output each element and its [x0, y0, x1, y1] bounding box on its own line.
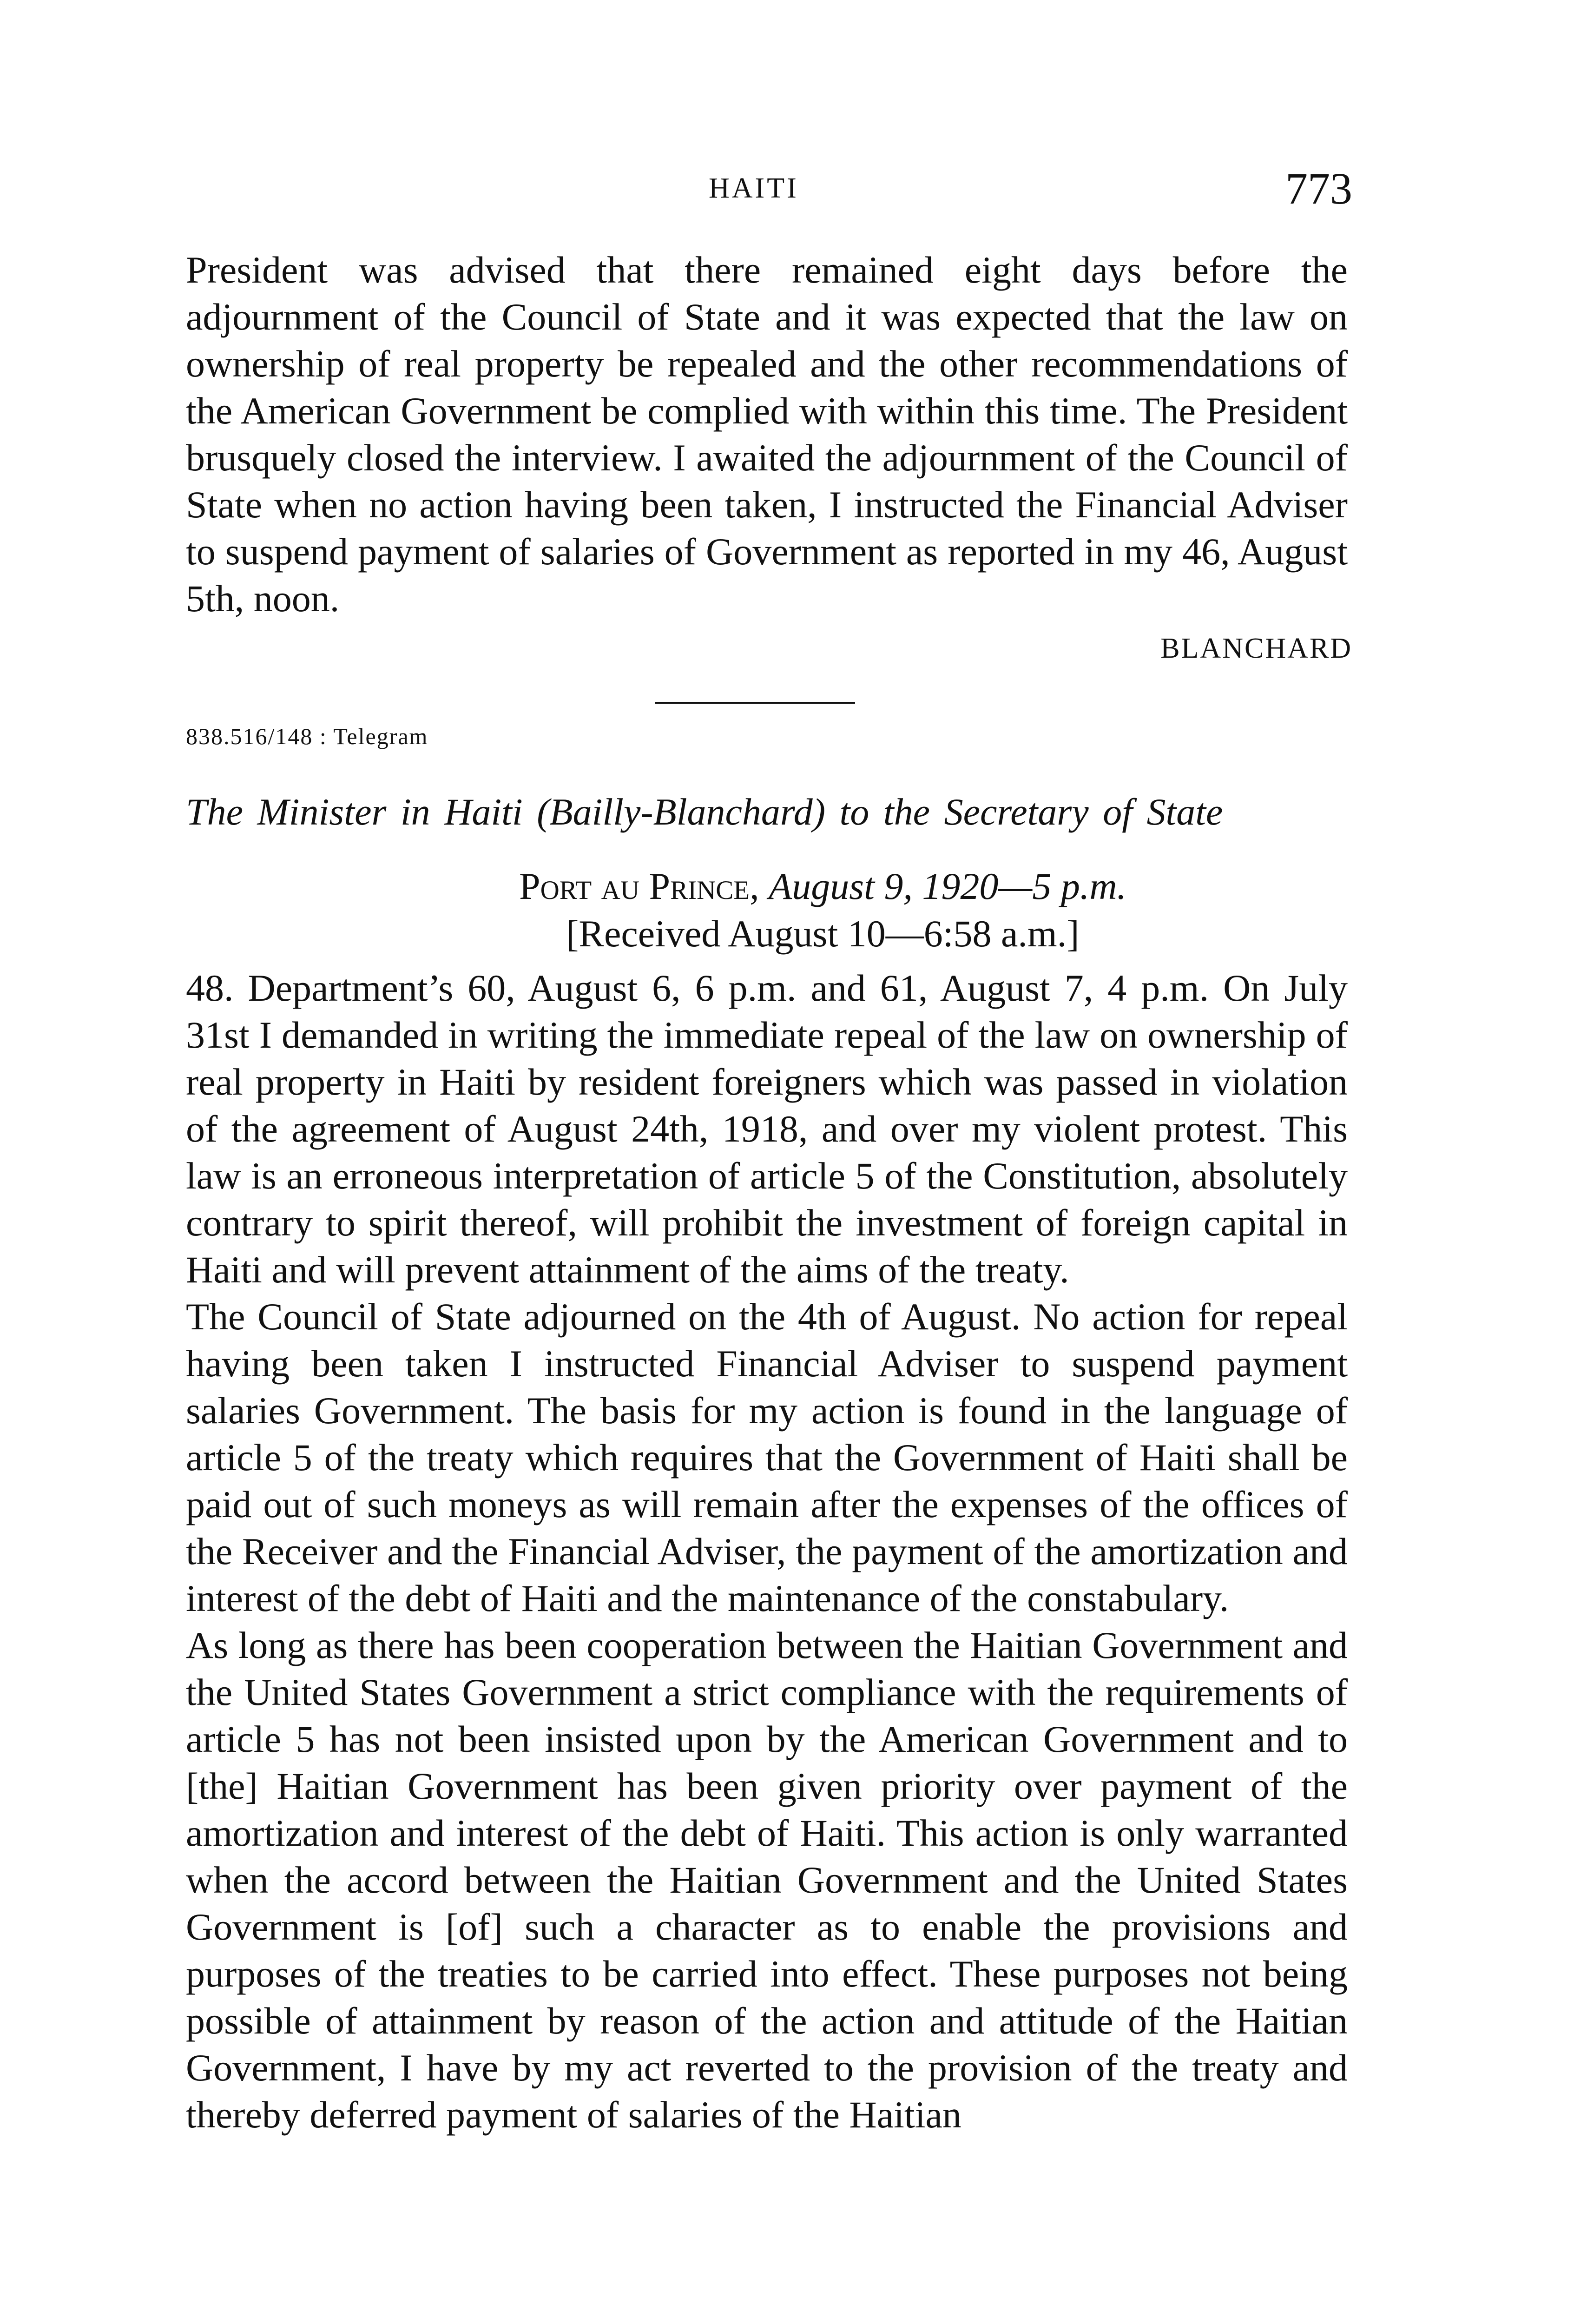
running-head: HAITI	[709, 172, 799, 204]
telegram-body	[186, 964, 1348, 2138]
section-divider	[655, 702, 855, 704]
page-number: 773	[1285, 164, 1352, 213]
signature: BLANCHARD	[1160, 633, 1352, 664]
body-paragraph-1: 48. Department’s 60, August 6, 6 p.m. and 61, August 7, 4 p.m. On July 31st I demanded in writing the immediate repeal of the law on ownership of real property in Haiti by resident foreigners which was passed in violation of the agreement of August 24th, 1918, and over my violent protest. This law is an erroneous interpretation of article 5 of the Constitution, absolutely contrary to spirit thereof, will prohibit the investment of foreign capital in Haiti and will prevent attainment of the aims of the treaty.	[186, 967, 1348, 1291]
continuation-paragraph: President was advised that there remained eight days before the adjournment of the Council of State and it was expected that the law on ownership of real property be repealed and the other recommendations of the American Government be complied with within this time. The President brusquely closed the interview. I awaited the adjournment of the Council of State when no action having been taken, I instructed the Financial Adviser to suspend payment of salaries of Government as reported in my 46, August 5th, noon.	[186, 249, 1348, 620]
dateline-date: August 9, 1920—5 p.m.	[769, 865, 1127, 907]
document-heading: The Minister in Haiti (Bailly-Blanchard) to the Secretary of State	[186, 791, 1223, 833]
body-paragraph-3: As long as there has been cooperation between the Haitian Government and the United States Government a strict compliance with the requirements of article 5 has not been insisted upon by the American Government and to [the] Haitian Government has been given priority over payment of the amortization and interest of the debt of Haiti. This action is only warranted when the accord between the Haitian Government and the United States Government is [of] such a character as to enable the provisions and purposes of the treaties to be carried into effect. These purposes not being possible of attainment by reason of the action and attitude of the Haitian Government, I have by my act reverted to the provision of the treaty and thereby deferred payment of salaries of the Haitian	[186, 1624, 1348, 2136]
dateline-place: Port au Prince,	[519, 865, 759, 907]
dateline	[519, 865, 1126, 908]
body-paragraph-2: The Council of State adjourned on the 4th of August. No action for repeal having been taken I instructed Financial Adviser to suspend payment salaries Government. The basis for my action is found in the language of article 5 of the treaty which requires that the Government of Haiti shall be paid out of such moneys as will remain after the expenses of the offices of the Receiver and the Financial Adviser, the payment of the amortization and interest of the debt of Haiti and the maintenance of the constabulary.	[186, 1295, 1348, 1619]
received-line: [Received August 10—6:58 a.m.]	[566, 912, 1080, 955]
file-reference: 838.516/148 : Telegram	[186, 723, 428, 749]
continuation-text-block	[186, 246, 1348, 622]
